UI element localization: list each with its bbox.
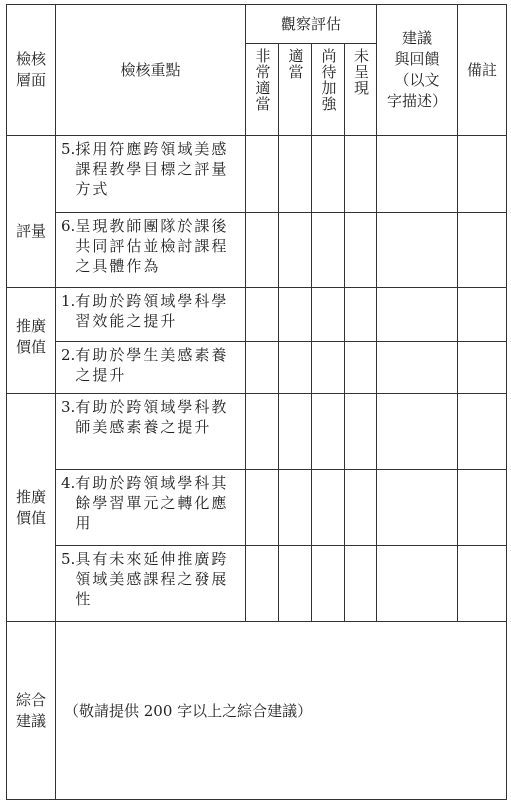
rating-cell[interactable] [279, 288, 312, 342]
rating-cell[interactable] [246, 342, 279, 394]
rating-cell[interactable] [279, 546, 312, 622]
remarks-cell[interactable] [458, 136, 507, 213]
header-focus: 檢核重點 [56, 5, 246, 136]
level-cell-promotion-value: 推廣 價值 [7, 394, 56, 622]
remarks-cell[interactable] [458, 546, 507, 622]
suggestion-cell[interactable] [377, 342, 458, 394]
level-cell-assessment: 評量 [7, 136, 56, 288]
check-item: 5. 採用符應跨領域美感課程教學目標之評量方式 [56, 136, 246, 213]
suggestion-line: 與回饋 [394, 50, 440, 68]
suggestion-cell[interactable] [377, 136, 458, 213]
rating-cell[interactable] [312, 136, 345, 213]
header-remarks: 備註 [458, 5, 507, 136]
rating-cell[interactable] [246, 470, 279, 546]
summary-input-area[interactable] [56, 622, 507, 800]
rating-header-needs-improvement: 尚待加強 [312, 44, 345, 136]
header-suggestion [377, 5, 458, 136]
suggestion-cell[interactable] [377, 470, 458, 546]
rating-cell[interactable] [345, 288, 377, 342]
rating-cell[interactable] [345, 470, 377, 546]
rating-header-not-shown: 未呈現 [345, 44, 377, 136]
rating-cell[interactable] [279, 136, 312, 213]
summary-label: 綜合 建議 [7, 622, 56, 800]
check-item: 4. 有助於跨領域學科其餘學習單元之轉化應用 [56, 470, 246, 546]
rating-cell[interactable] [279, 213, 312, 288]
rating-cell[interactable] [246, 213, 279, 288]
rating-cell[interactable] [246, 394, 279, 470]
rating-cell[interactable] [345, 546, 377, 622]
rating-cell[interactable] [246, 546, 279, 622]
suggestion-line: （以文 [394, 71, 440, 89]
remarks-cell[interactable] [458, 470, 507, 546]
rating-cell[interactable] [312, 546, 345, 622]
check-item: 1. 有助於跨領域學科學習效能之提升 [56, 288, 246, 342]
suggestion-line: 字描述） [387, 92, 448, 110]
remarks-cell[interactable] [458, 288, 507, 342]
suggestion-cell[interactable] [377, 288, 458, 342]
rating-cell[interactable] [345, 136, 377, 213]
check-item: 5. 具有未來延伸推廣跨領域美感課程之發展性 [56, 546, 246, 622]
header-observation: 觀察評估 [246, 5, 377, 44]
check-item: 3. 有助於跨領域學科教師美感素養之提升 [56, 394, 246, 470]
rating-cell[interactable] [312, 470, 345, 546]
summary-note: （敬請提供 200 字以上之綜合建議） [64, 701, 313, 720]
remarks-cell[interactable] [458, 342, 507, 394]
rating-cell[interactable] [279, 470, 312, 546]
suggestion-cell[interactable] [377, 213, 458, 288]
rating-cell[interactable] [345, 394, 377, 470]
evaluation-checklist-table [6, 4, 507, 800]
level-cell-promotion-value: 推廣 價值 [7, 288, 56, 394]
rating-cell[interactable] [279, 342, 312, 394]
check-item: 6. 呈現教師團隊於課後共同評估並檢討課程之具體作為 [56, 213, 246, 288]
rating-cell[interactable] [312, 213, 345, 288]
suggestion-cell[interactable] [377, 546, 458, 622]
rating-cell[interactable] [279, 394, 312, 470]
rating-cell[interactable] [312, 288, 345, 342]
check-item: 2. 有助於學生美感素養之提升 [56, 342, 246, 394]
suggestion-line: 建議 [402, 29, 433, 47]
rating-cell[interactable] [312, 394, 345, 470]
remarks-cell[interactable] [458, 213, 507, 288]
rating-cell[interactable] [345, 213, 377, 288]
rating-header-very-appropriate: 非常適當 [246, 44, 279, 136]
rating-cell[interactable] [246, 136, 279, 213]
rating-cell[interactable] [345, 342, 377, 394]
remarks-cell[interactable] [458, 394, 507, 470]
rating-cell[interactable] [246, 288, 279, 342]
rating-cell[interactable] [312, 342, 345, 394]
header-level: 檢核 層面 [7, 5, 56, 136]
suggestion-cell[interactable] [377, 394, 458, 470]
rating-header-appropriate: 適當 [279, 44, 312, 136]
